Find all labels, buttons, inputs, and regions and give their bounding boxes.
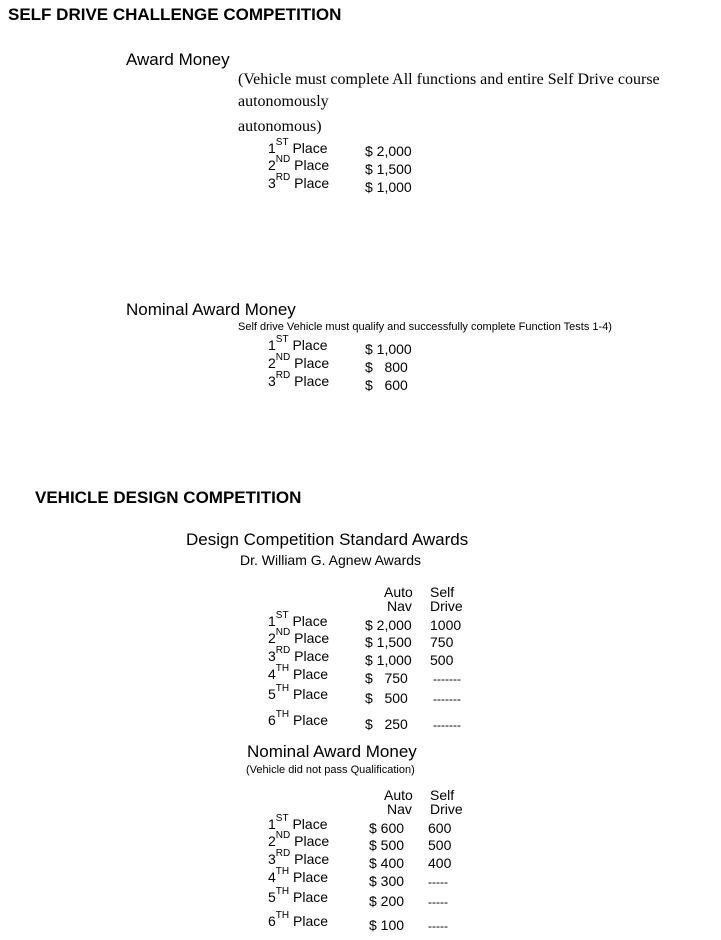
amount: $ 2,000 — [365, 143, 412, 159]
standard-heading: Design Competition Standard Awards — [186, 530, 469, 549]
drive-amount: 1000 — [430, 617, 462, 633]
nav-amount: $ 600 — [369, 820, 405, 836]
drive-amount: 400 — [428, 855, 452, 871]
nav-amount: $ 400 — [369, 855, 405, 871]
place-label: 3RD Place — [268, 848, 330, 867]
amount: $ 1,000 — [365, 341, 412, 357]
place-label: 3RD Place — [268, 370, 330, 389]
place-label: 6TH Place — [268, 709, 329, 728]
nav-amount: $ 1,500 — [365, 634, 412, 650]
drive-amount: 600 — [428, 820, 452, 836]
place-label: 3RD Place — [268, 645, 330, 664]
design-nominal-heading: Nominal Award Money — [247, 742, 417, 761]
drive-amount: ------- — [433, 692, 461, 706]
award-money-note-1: (Vehicle must complete All functions and entire Self Drive course — [238, 71, 660, 88]
place-label: 4TH Place — [268, 866, 329, 885]
col-self-drive-header: Self Drive — [430, 584, 463, 614]
drive-amount: ----- — [428, 919, 448, 933]
nominal-note: Self drive Vehicle must qualify and successfully complete Function Tests 1-4) — [238, 321, 612, 333]
drive-amount: 500 — [430, 652, 454, 668]
nominal-heading: Nominal Award Money — [126, 300, 296, 319]
place-label: 1ST Place — [268, 610, 328, 629]
award-money-note-3: autonomous) — [238, 118, 322, 135]
place-label: 1ST Place — [268, 137, 328, 156]
nav-amount: $ 500 — [365, 690, 408, 706]
award-money-note-2: autonomously — [238, 93, 329, 110]
vehicle-design-title: VEHICLE DESIGN COMPETITION — [35, 488, 302, 507]
place-label: 2ND Place — [268, 154, 330, 173]
nav-amount: $ 100 — [369, 917, 405, 933]
nav-amount: $ 200 — [369, 893, 405, 909]
drive-amount: ------- — [433, 672, 461, 686]
nav-amount: $ 300 — [369, 873, 405, 889]
drive-amount: ------- — [433, 718, 461, 732]
nav-amount: $ 2,000 — [365, 617, 412, 633]
col-auto-nav-header: Auto Nav — [384, 584, 413, 614]
amount: $ 800 — [365, 359, 408, 375]
col-auto-nav-header: Auto Nav — [384, 787, 413, 817]
col-self-drive-header: Self Drive — [430, 787, 463, 817]
drive-amount: 750 — [430, 634, 454, 650]
design-nominal-note: (Vehicle did not pass Qualification) — [246, 764, 415, 776]
place-label: 5TH Place — [268, 683, 329, 702]
place-label: 1ST Place — [268, 334, 328, 353]
nav-amount: $ 250 — [365, 716, 408, 732]
place-label: 6TH Place — [268, 910, 329, 929]
drive-amount: ----- — [428, 875, 448, 889]
amount: $ 1,000 — [365, 179, 412, 195]
place-label: 3RD Place — [268, 172, 330, 191]
nav-amount: $ 500 — [369, 837, 405, 853]
standard-subheading: Dr. William G. Agnew Awards — [240, 552, 422, 568]
self-drive-title: SELF DRIVE CHALLENGE COMPETITION — [8, 5, 342, 24]
place-label: 2ND Place — [268, 830, 330, 849]
place-label: 2ND Place — [268, 627, 330, 646]
nav-amount: $ 750 — [365, 670, 408, 686]
drive-amount: 500 — [428, 837, 452, 853]
amount: $ 1,500 — [365, 161, 412, 177]
drive-amount: ----- — [428, 895, 448, 909]
amount: $ 600 — [365, 377, 408, 393]
place-label: 4TH Place — [268, 663, 329, 682]
place-label: 5TH Place — [268, 886, 329, 905]
place-label: 1ST Place — [268, 813, 328, 832]
nav-amount: $ 1,000 — [365, 652, 412, 668]
place-label: 2ND Place — [268, 352, 330, 371]
award-money-heading: Award Money — [126, 50, 230, 69]
